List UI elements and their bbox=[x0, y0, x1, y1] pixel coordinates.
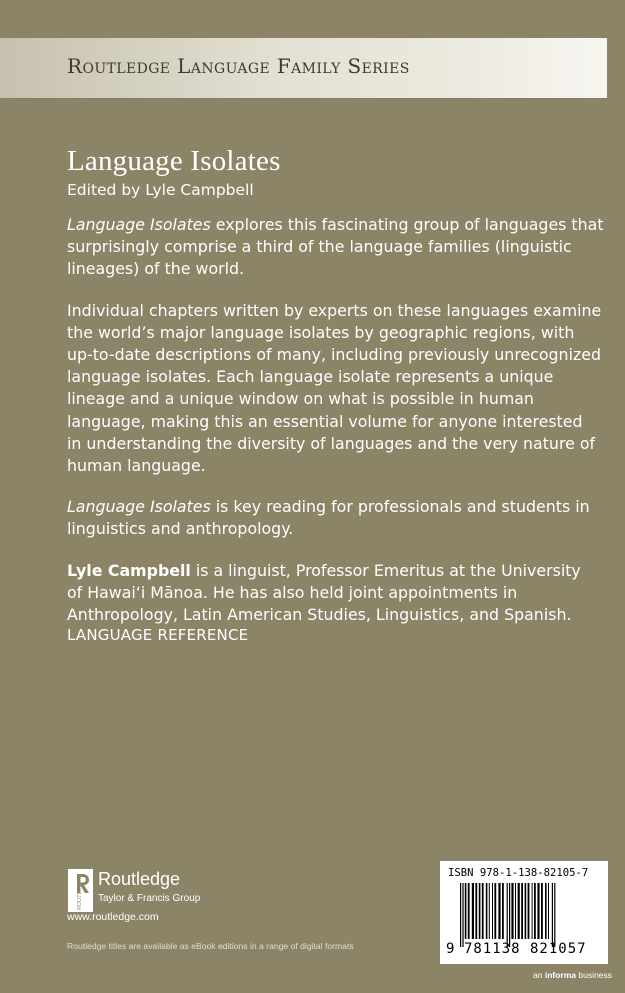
barcode-bar bbox=[486, 883, 488, 939]
barcode-bar bbox=[515, 883, 516, 939]
barcode-bar bbox=[472, 883, 474, 939]
barcode-bar bbox=[532, 883, 533, 939]
barcode-bar bbox=[521, 883, 523, 939]
informa-tagline: an informa business bbox=[533, 970, 612, 980]
barcode-bar bbox=[465, 883, 467, 939]
barcode-bar bbox=[518, 883, 520, 939]
publisher-group: Taylor & Francis Group bbox=[98, 893, 201, 904]
barcode-bar bbox=[489, 883, 490, 939]
description-paragraph-3: Language Isolates is key reading for professionals and students in linguistics and anthropology. bbox=[67, 497, 590, 539]
description-paragraph-2: Individual chapters written by experts on these languages examine the world’s major language isolates by geographic regions, with up-to-date descriptions of many, including previously unrecognized language isolates. Each language isolate represents a unique lineage and a unique window on what is possible in human language, making this an essential volume for anyone interested in understanding the diversity of languages and the very nature of human language. bbox=[67, 300, 602, 476]
barcode-box: ISBN 978-1-138-82105-7 9 781138 821057 bbox=[440, 861, 608, 964]
author-name: Lyle Campbell bbox=[67, 560, 191, 580]
barcode-bar bbox=[460, 883, 461, 947]
book-title-italic: Language Isolates bbox=[67, 497, 211, 517]
barcode-bar bbox=[494, 883, 496, 939]
barcode-bar bbox=[511, 883, 513, 939]
barcode-bar bbox=[534, 883, 536, 939]
routledge-r-logo-icon bbox=[68, 869, 93, 912]
description-paragraph-1: Language Isolates explores this fascinating group of languages that surprisingly comprise a third of the language families (linguistic lineages) of the world. bbox=[67, 215, 604, 279]
author-bio: Lyle Campbell is a linguist, Professor Emeritus at the University of Hawai‘i Mānoa. He has also held joint appointments in Anthropology, Latin American Studies, Linguistics, and Spanish. bbox=[67, 560, 581, 625]
editor-line: Edited by Lyle Campbell bbox=[67, 181, 254, 199]
barcode-bar bbox=[479, 883, 481, 939]
barcode-bar bbox=[507, 883, 508, 947]
isbn-text: ISBN 978-1-138-82105-7 bbox=[448, 867, 589, 879]
barcode-bars bbox=[460, 883, 590, 947]
publisher-name: Routledge bbox=[98, 869, 181, 889]
barcode-bar bbox=[492, 883, 493, 939]
barcode-bar bbox=[482, 883, 484, 939]
description bbox=[67, 214, 615, 626]
barcode-bar bbox=[475, 883, 477, 939]
barcode-bar bbox=[552, 883, 553, 947]
publisher-url: www.routledge.com bbox=[67, 911, 159, 923]
book-title-italic: Language Isolates bbox=[67, 215, 211, 234]
barcode-bar bbox=[541, 883, 543, 939]
series-banner bbox=[0, 38, 607, 98]
ebook-note: Routledge titles are available as eBook editions in a range of digital formats bbox=[67, 941, 354, 951]
barcode-bar bbox=[525, 883, 527, 939]
barcode-bar bbox=[545, 883, 547, 939]
barcode-bar bbox=[554, 883, 555, 947]
svg-text:ROUTLEDGE: ROUTLEDGE bbox=[77, 875, 83, 910]
barcode-bar bbox=[468, 883, 470, 939]
category-label: LANGUAGE REFERENCE bbox=[67, 626, 249, 644]
barcode-bar bbox=[548, 883, 549, 939]
barcode-bar bbox=[509, 883, 510, 947]
barcode-bar bbox=[498, 883, 500, 939]
book-title: Language Isolates bbox=[67, 145, 281, 177]
barcode-bar bbox=[462, 883, 463, 947]
barcode-bar bbox=[528, 883, 530, 939]
barcode-bar bbox=[502, 883, 504, 939]
barcode-bar bbox=[537, 883, 539, 939]
series-title: Routledge Language Family Series bbox=[67, 54, 410, 78]
